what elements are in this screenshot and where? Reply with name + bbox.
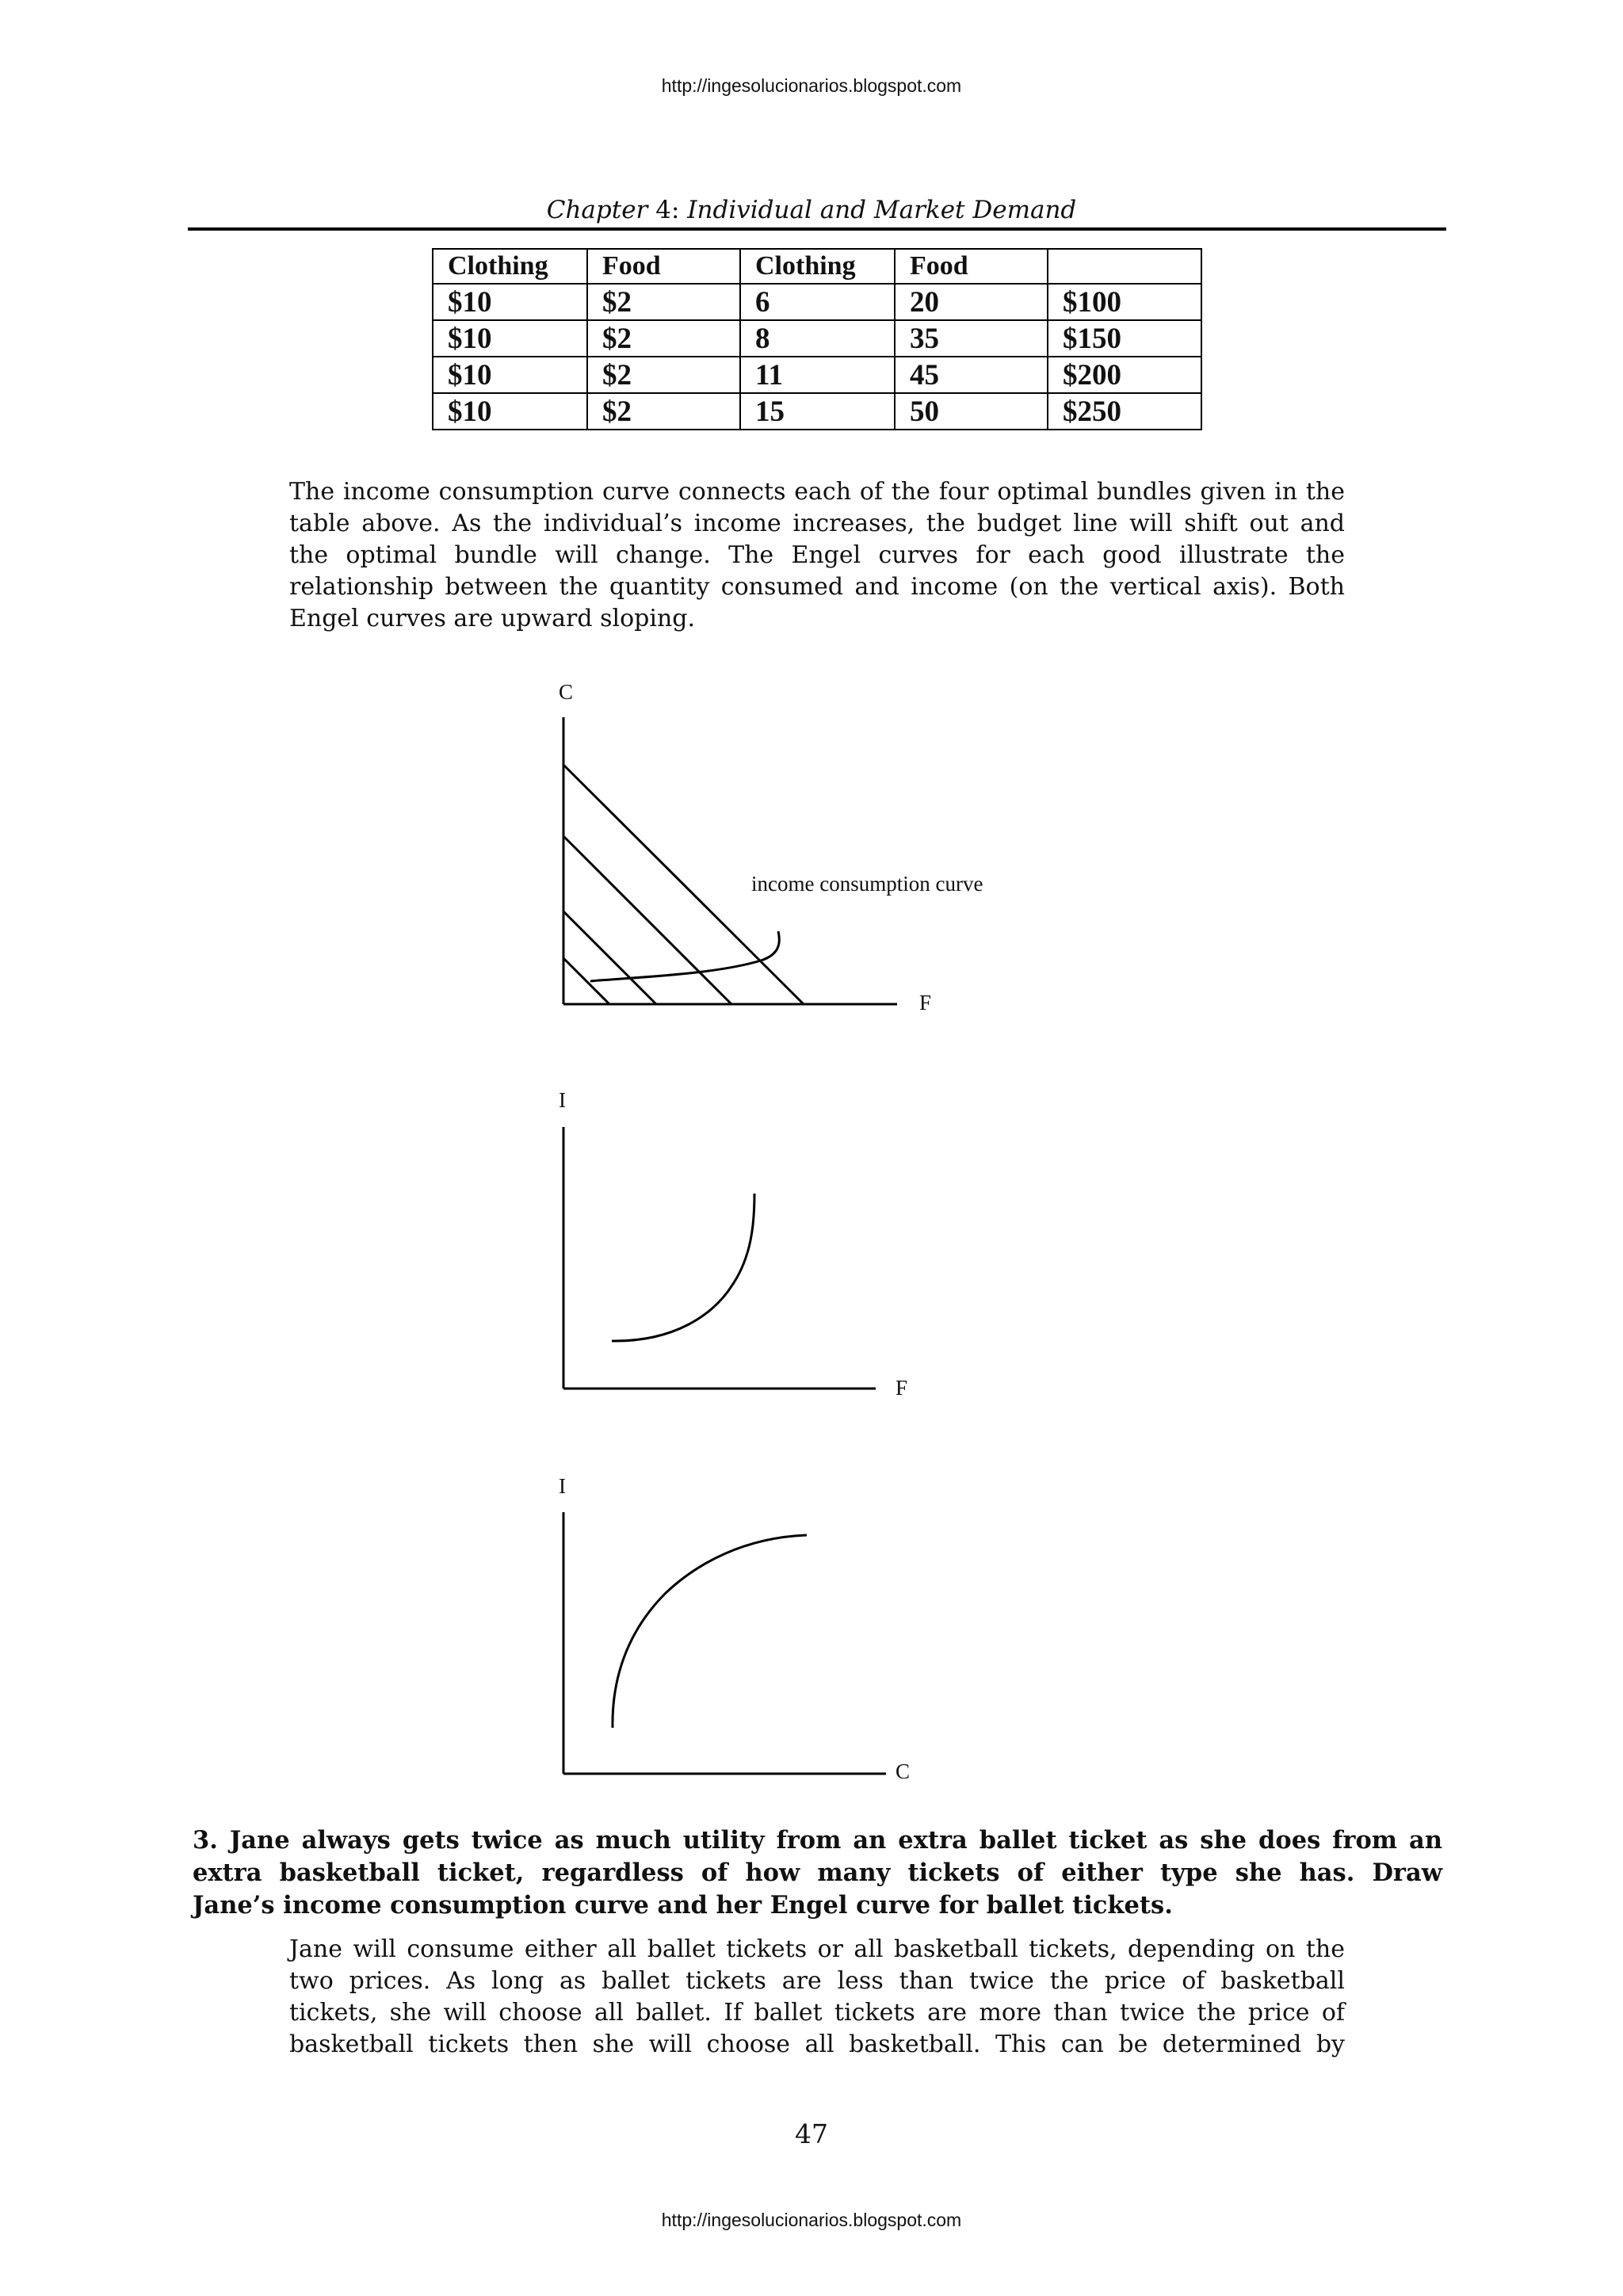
table-cell: $10: [433, 393, 587, 430]
graph-engel-food: [563, 1127, 876, 1389]
paragraph-line: Engel curves are upward sloping.: [289, 605, 696, 632]
table-cell: $10: [433, 284, 587, 320]
table-header-cell: Clothing: [740, 249, 895, 284]
engel-curve-clothing: [613, 1535, 807, 1728]
paragraph-line: two prices. As long as ballet tickets are less than twice the price of basketball: [289, 1967, 1345, 1995]
table-cell: $250: [1048, 393, 1201, 430]
table-cell: 6: [740, 284, 895, 320]
graph2-y-label: I: [559, 1088, 566, 1112]
table-header-cell: Clothing: [433, 249, 587, 284]
graph3-x-label: C: [896, 1759, 911, 1783]
paragraph-line: The income consumption curve connects each of the four optimal bundles given in the: [289, 478, 1345, 506]
question-line: Jane’s income consumption curve and her Engel curve for ballet tickets.: [193, 1891, 1173, 1920]
table-cell: $150: [1048, 320, 1201, 357]
table-cell: $2: [587, 320, 740, 357]
table-cell: 20: [895, 284, 1048, 320]
budget-line-2: [563, 911, 656, 1004]
page-number: 47: [795, 2118, 828, 2149]
chapter-title: Individual and Market Demand: [687, 196, 1077, 224]
question-line: extra basketball ticket, regardless of how many tickets of either type she has. Draw: [193, 1859, 1442, 1887]
table-cell: $2: [587, 393, 740, 430]
jane-answer-paragraph: [289, 1934, 1345, 2061]
table-cell: $2: [587, 357, 740, 393]
graph1-y-label: C: [559, 680, 574, 704]
table-cell: 35: [895, 320, 1048, 357]
paragraph-line: basketball tickets then she will choose all basketball. This can be determined by: [289, 2030, 1345, 2058]
table-cell: $100: [1048, 284, 1201, 320]
chapter-colon: :: [670, 196, 680, 224]
table-cell: 15: [740, 393, 895, 430]
paragraph-line: table above. As the individual’s income increases, the budget line will shift out and: [289, 510, 1345, 537]
chapter-number: 4: [655, 196, 671, 224]
paragraph-line: Jane will consume either all ballet tickets or all basketball tickets, depending on the: [289, 1935, 1345, 1963]
graph3-y-label: I: [559, 1474, 566, 1498]
table-cell: 45: [895, 357, 1048, 393]
table-header-cell: Food: [587, 249, 740, 284]
paragraph-line: the optimal bundle will change. The Engel curves for each good illustrate the: [289, 541, 1345, 569]
graph2-x-label: F: [896, 1376, 908, 1400]
graph-engel-clothing: [563, 1512, 886, 1774]
table-header-cell: Food: [895, 249, 1048, 284]
question-3: [193, 1824, 1442, 1922]
table-cell: 8: [740, 320, 895, 357]
table-cell: 11: [740, 357, 895, 393]
graph1-annotation: income consumption curve: [751, 872, 983, 896]
table-cell: $2: [587, 284, 740, 320]
source-url-top: http://ingesolucionarios.blogspot.com: [661, 75, 962, 96]
table-cell: 50: [895, 393, 1048, 430]
table-cell: $200: [1048, 357, 1201, 393]
paragraph-line: tickets, she will choose all ballet. If ballet tickets are more than twice the price of: [289, 1999, 1345, 2027]
table-cell: $10: [433, 357, 587, 393]
table-cell: $10: [433, 320, 587, 357]
chapter-label: Chapter: [546, 196, 648, 224]
question-line: 3. Jane always gets twice as much utility from an extra ballet ticket as she does from an: [193, 1826, 1442, 1855]
source-url-bottom: http://ingesolucionarios.blogspot.com: [661, 2210, 962, 2230]
paragraph-line: relationship between the quantity consumed and income (on the vertical axis). Both: [289, 573, 1345, 601]
engel-curve-food: [612, 1194, 754, 1341]
graph1-x-label: F: [919, 991, 932, 1014]
budget-line-3: [563, 836, 731, 1004]
graph-income-consumption: [563, 717, 897, 1004]
